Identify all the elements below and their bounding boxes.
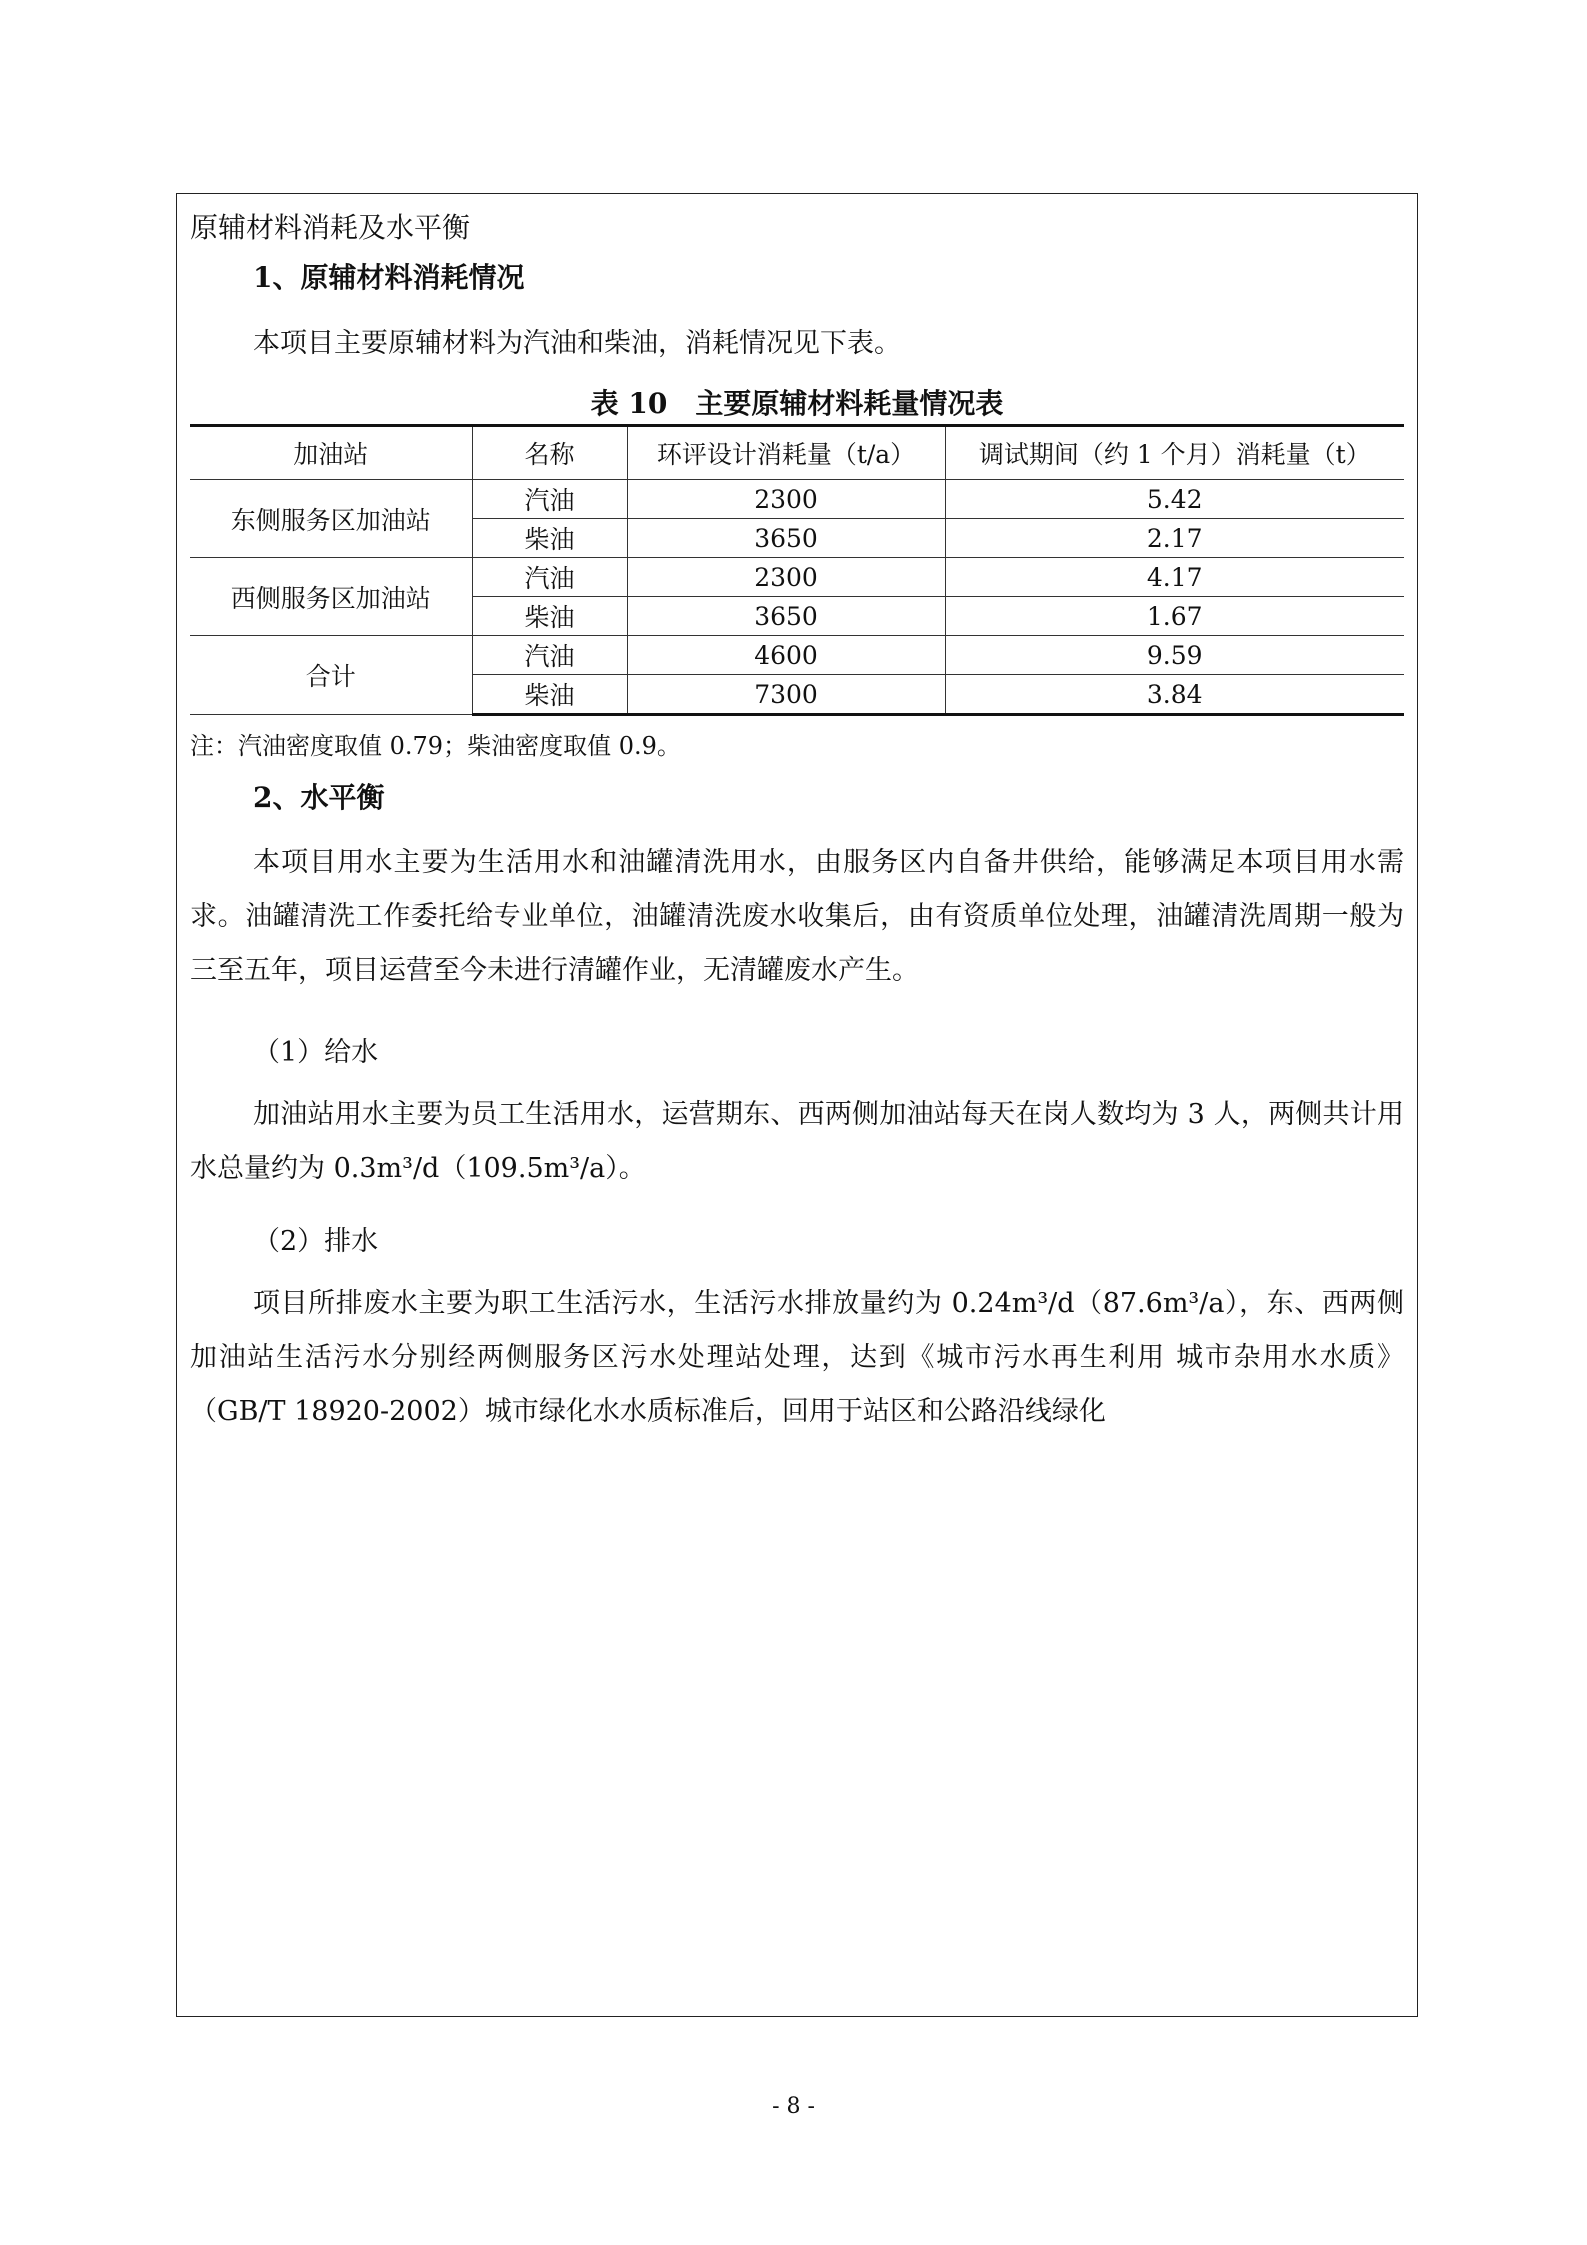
name-cell: 柴油 bbox=[472, 519, 627, 558]
trial-cell: 1.67 bbox=[945, 597, 1404, 636]
water-supply-paragraph: 加油站用水主要为员工生活用水，运营期东、西两侧加油站每天在岗人数均为 3 人，两侧共计用水总量约为 0.3m³/d（109.5m³/a）。 bbox=[190, 1099, 1404, 1184]
design-cell: 7300 bbox=[627, 675, 945, 715]
subsection-title-water-balance: 2、水平衡 bbox=[253, 781, 385, 814]
trial-cell: 9.59 bbox=[945, 636, 1404, 675]
drainage-title: （2）排水 bbox=[253, 1226, 379, 1257]
water-balance-paragraph: 本项目用水主要为生活用水和油罐清洗用水，由服务区内自备井供给，能够满足本项目用水需求。油罐清洗工作委托给专业单位，油罐清洗废水收集后，由有资质单位处理，油罐清洗周期一般为三至五年，项目运营至今未进行清罐作业，无清罐废水产生。 bbox=[190, 847, 1404, 986]
header-trial-consumption: 调试期间（约 1 个月）消耗量（t） bbox=[945, 426, 1404, 480]
design-cell: 4600 bbox=[627, 636, 945, 675]
water-supply-title: （1）给水 bbox=[253, 1037, 379, 1068]
header-name: 名称 bbox=[472, 426, 627, 480]
station-cell: 合计 bbox=[190, 636, 472, 715]
trial-cell: 4.17 bbox=[945, 558, 1404, 597]
materials-table bbox=[190, 424, 1404, 716]
table-note: 注：汽油密度取值 0.79；柴油密度取值 0.9。 bbox=[190, 732, 681, 760]
design-cell: 2300 bbox=[627, 558, 945, 597]
trial-cell: 5.42 bbox=[945, 480, 1404, 519]
name-cell: 柴油 bbox=[472, 597, 627, 636]
design-cell: 2300 bbox=[627, 480, 945, 519]
trial-cell: 3.84 bbox=[945, 675, 1404, 715]
name-cell: 汽油 bbox=[472, 480, 627, 519]
trial-cell: 2.17 bbox=[945, 519, 1404, 558]
drainage-paragraph: 项目所排废水主要为职工生活污水，生活污水排放量约为 0.24m³/d（87.6m³/a），东、西两侧加油站生活污水分别经两侧服务区污水处理站处理，达到《城市污水再生利用 城市杂用水水质》（GB/T 18920-2002）城市绿化水水质标准后，回用于站区和公路沿线绿化 bbox=[190, 1288, 1404, 1427]
name-cell: 柴油 bbox=[472, 675, 627, 715]
table-header-row bbox=[190, 426, 1404, 480]
table-title: 表 10 主要原辅材料耗量情况表 bbox=[590, 387, 1004, 420]
page-number: - 8 - bbox=[772, 2094, 815, 2119]
table-row bbox=[190, 558, 1404, 597]
design-cell: 3650 bbox=[627, 597, 945, 636]
subsection-title-materials: 1、原辅材料消耗情况 bbox=[253, 261, 525, 294]
table-row bbox=[190, 636, 1404, 675]
name-cell: 汽油 bbox=[472, 636, 627, 675]
name-cell: 汽油 bbox=[472, 558, 627, 597]
header-design-consumption: 环评设计消耗量（t/a） bbox=[627, 426, 945, 480]
station-cell: 西侧服务区加油站 bbox=[190, 558, 472, 636]
header-station: 加油站 bbox=[190, 426, 472, 480]
design-cell: 3650 bbox=[627, 519, 945, 558]
section-title: 原辅材料消耗及水平衡 bbox=[190, 211, 471, 244]
table-row bbox=[190, 480, 1404, 519]
station-cell: 东侧服务区加油站 bbox=[190, 480, 472, 558]
materials-intro-paragraph: 本项目主要原辅材料为汽油和柴油，消耗情况见下表。 bbox=[253, 328, 901, 359]
